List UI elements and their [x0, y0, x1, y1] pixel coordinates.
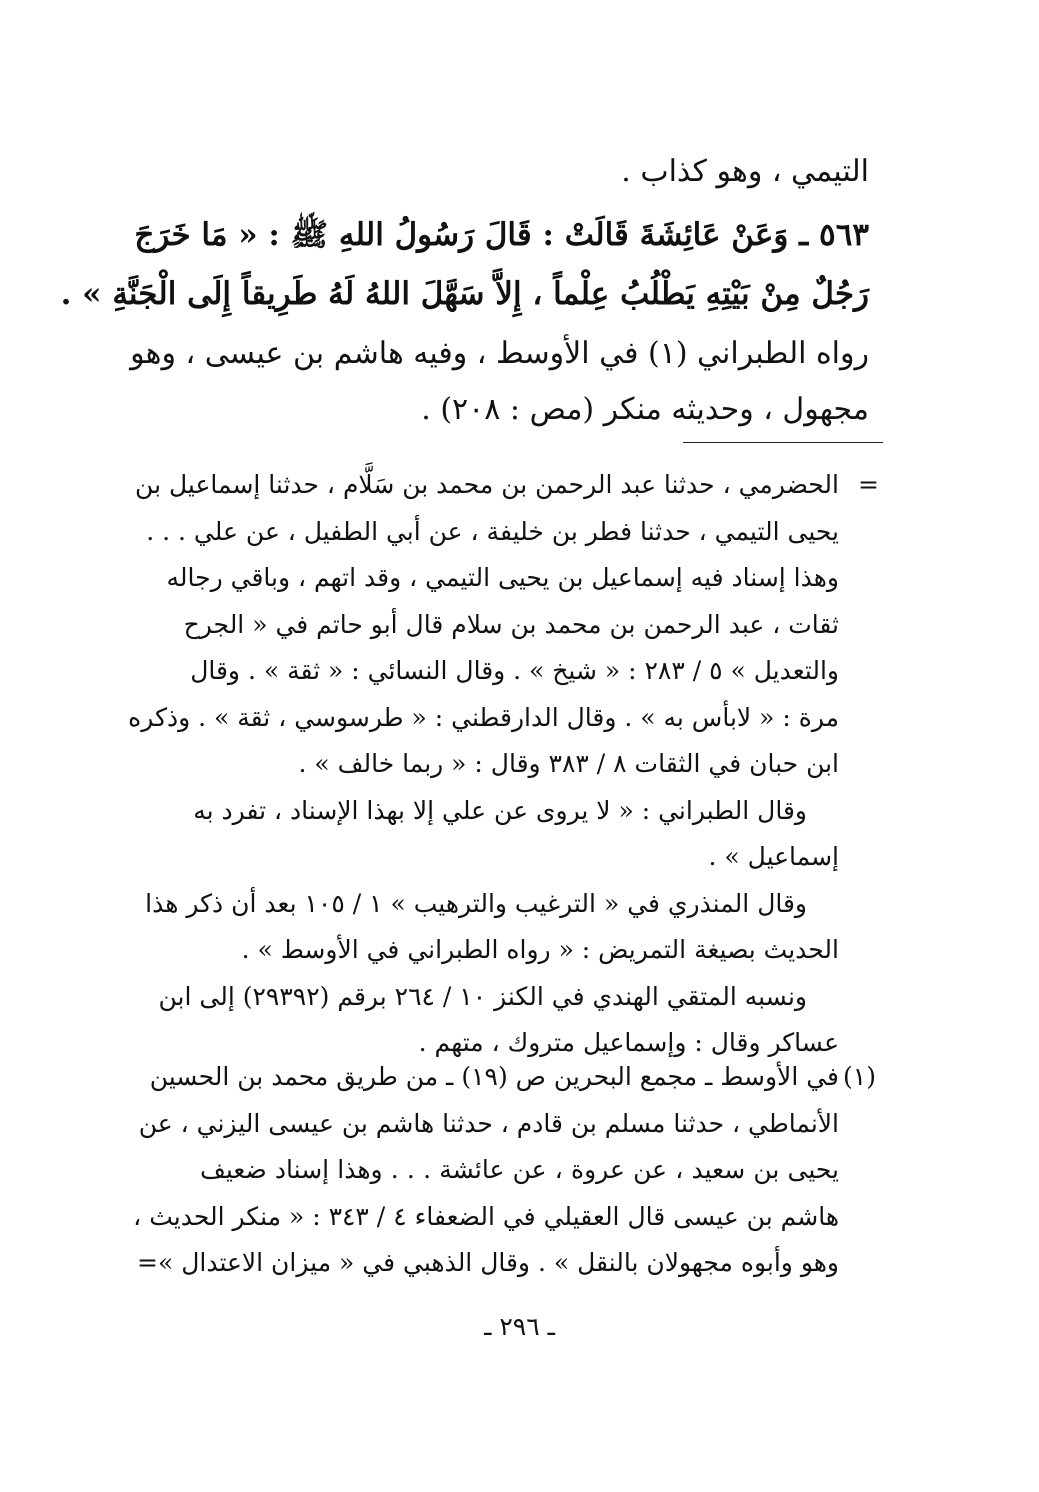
footnote-1-line: يحيى بن سعيد ، عن عروة ، عن عائشة . . . وهذا إسناد ضعيف: [200, 1155, 839, 1184]
footnote-divider: [683, 442, 883, 443]
footnote-line: يحيى التيمي ، حدثنا فطر بن خليفة ، عن أبي الطفيل ، عن علي . . .: [146, 516, 839, 546]
hadith-line-1: ٥٦٣ ـ وَعَنْ عَائِشَةَ قَالَتْ : قَالَ رَسُولُ اللهِ ﷺ : « مَا خَرَجَ: [134, 217, 869, 253]
page-number: ـ ٢٩٦ ـ: [484, 1312, 555, 1341]
footnote-line: وقال الطبراني : « لا يروى عن علي إلا بهذا الإسناد ، تفرد به: [193, 795, 807, 825]
footnote-line: والتعديل » ٥ / ٢٨٣ : « شيخ » . وقال النسائي : « ثقة » . وقال: [190, 656, 839, 685]
footnote-line: مرة : « لابأس به » . وقال الدارقطني : « طرسوسي ، ثقة » . وذكره: [128, 702, 839, 732]
footnote-1-line: في الأوسط ـ مجمع البحرين ص (١٩) ـ من طريق محمد بن الحسين: [149, 1062, 839, 1091]
footnote-line: ونسبه المتقي الهندي في الكنز ١٠ / ٢٦٤ برقم (٢٩٣٩٢) إلى ابن: [158, 981, 807, 1011]
main-line-4: رواه الطبراني (١) في الأوسط ، وفيه هاشم بن عيسى ، وهو: [130, 336, 869, 371]
footnote-line: وقال المنذري في « الترغيب والترهيب » ١ / ١٠٥ بعد أن ذكر هذا: [145, 888, 807, 918]
footnote-1-line: الأنماطي ، حدثنا مسلم بن قادم ، حدثنا هاشم بن عيسى اليزني ، عن: [138, 1108, 839, 1138]
hadith-line-2: رَجُلٌ مِنْ بَيْتِهِ يَطْلُبُ عِلْماً ، إِلاَّ سَهَّلَ اللهُ لَهُ طَرِيقاً إِلَى الْجَنَّةِ » .: [60, 276, 869, 312]
main-line-5: مجهول ، وحديثه منكر (مص : ٢٠٨) .: [421, 392, 869, 427]
footnote-line: الحديث بصيغة التمريض : « رواه الطبراني في الأوسط » .: [241, 935, 839, 964]
footnote-1-line: وهو وأبوه مجهولان بالنقل » . وقال الذهبي في « ميزان الاعتدال »=: [137, 1248, 839, 1277]
footnote-1-marker: (١): [843, 1062, 876, 1091]
footnote-line: ثقات ، عبد الرحمن بن محمد بن سلام قال أبو حاتم في « الجرح: [183, 609, 839, 639]
footnote-line: عساكر وقال : وإسماعيل متروك ، متهم .: [418, 1028, 839, 1057]
footnote-line: ابن حبان في الثقات ٨ / ٣٨٣ وقال : « ربما خالف » .: [298, 749, 839, 778]
footnote-line: الحضرمي ، حدثنا عبد الرحمن بن محمد بن سَلَّام ، حدثنا إسماعيل بن: [135, 470, 839, 499]
footnote-1-line: هاشم بن عيسى قال العقيلي في الضعفاء ٤ / ٣٤٣ : « منكر الحديث ،: [133, 1201, 839, 1231]
footnote-continuation-marker: =: [858, 470, 879, 499]
footnote-line: وهذا إسناد فيه إسماعيل بن يحيى التيمي ، وقد اتهم ، وباقي رجاله: [166, 563, 839, 592]
main-line-1: التيمي ، وهو كذاب .: [621, 154, 869, 189]
footnote-line: إسماعيل » .: [708, 842, 839, 871]
